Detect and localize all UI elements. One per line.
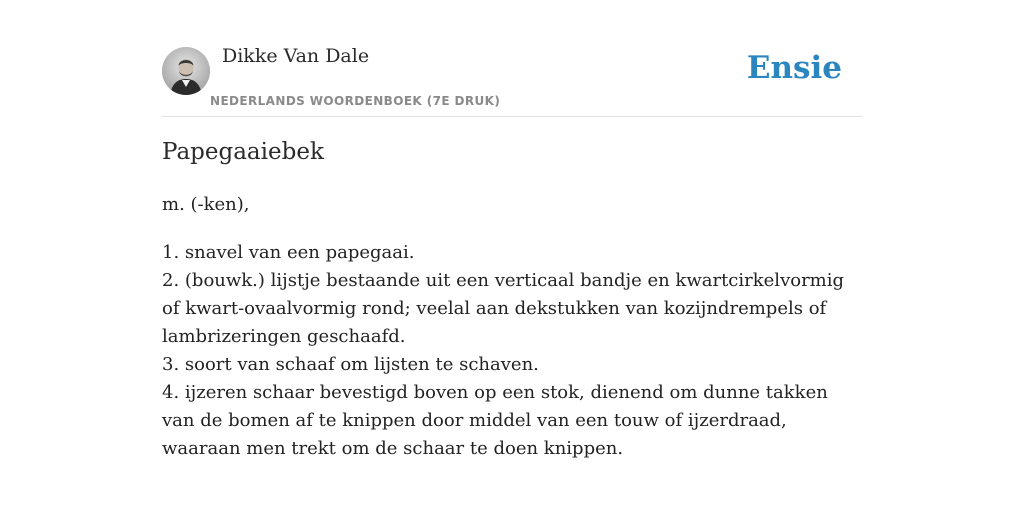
sense-item: 1. snavel van een papegaai.: [162, 242, 415, 263]
dictionary-source[interactable]: NEDERLANDS WOORDENBOEK (7E DRUK): [210, 94, 501, 108]
entry-card: [162, 0, 862, 512]
sense-item: 4. ijzeren schaar bevestigd boven op een stok, dienend om dunne takken van de bomen af te knippen door middel van een touw of ijzerdraad, waaraan men trekt om de schaar te doen knippen.: [162, 382, 828, 459]
author-name[interactable]: Dikke Van Dale: [222, 45, 370, 67]
sense-item: 2. (bouwk.) lijstje bestaande uit een verticaal bandje en kwartcirkelvormig of kwart-ovaalvormig rond; veelal aan dekstukken van kozijndrempels of lambrizeringen geschaafd.: [162, 270, 845, 347]
entry-header: [162, 0, 862, 117]
grammar-note: m. (-ken),: [162, 194, 250, 215]
sense-list: [162, 239, 862, 463]
entry-term: Papegaaiebek: [162, 139, 324, 165]
ensie-logo[interactable]: Ensie: [746, 50, 842, 86]
author-avatar[interactable]: [162, 47, 210, 95]
sense-item: 3. soort van schaaf om lijsten te schaven.: [162, 354, 539, 375]
portrait-photo-icon: [162, 47, 210, 95]
